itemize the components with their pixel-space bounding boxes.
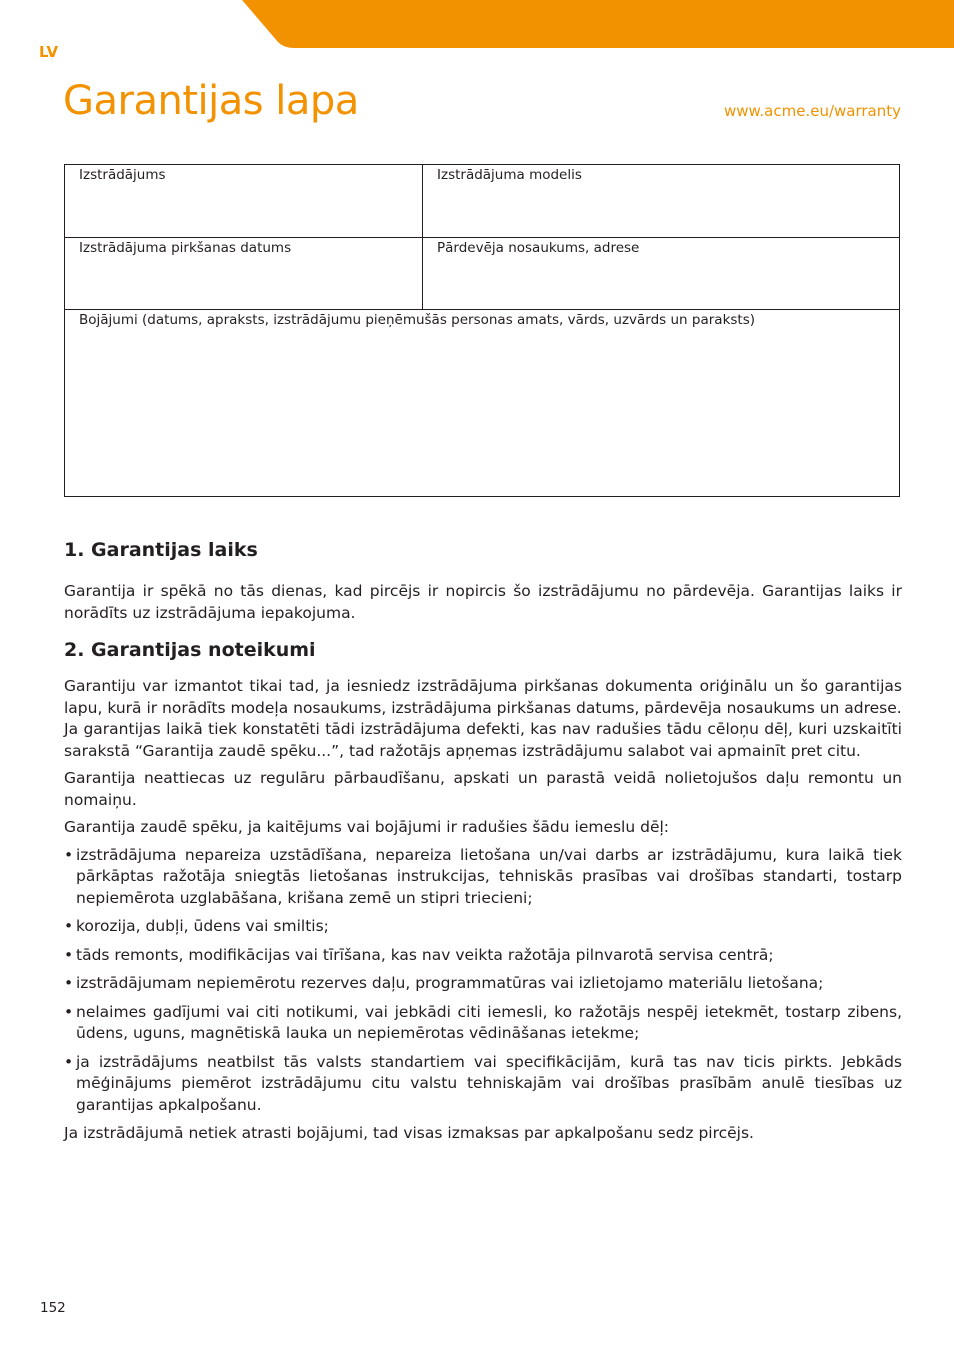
warranty-form-table: [64, 164, 900, 497]
bullet-icon: •: [64, 974, 74, 992]
list-item-text: nelaimes gadījumi vai citi notikumi, vai jebkādi citi iemesli, ko ražotājs nespēj ietekmēt, tostarp zibens, ūdens, uguns, magnētiskā lauka un nepiemērotas vēdināšanas ietekme;: [76, 1002, 902, 1042]
list-item-text: korozija, dubļi, ūdens vai smiltis;: [76, 917, 329, 935]
page-number: 152: [40, 1300, 66, 1316]
section-2-paragraph-1: Garantiju var izmantot tikai tad, ja iesniedz izstrādājuma pirkšanas dokumenta oriģinālu un šo garantijas lapu, kurā ir norādīts modeļa nosaukums, izstrādājuma pirkšanas datums, pārdevēja nosaukums un adrese.: [64, 677, 902, 717]
field-damages[interactable]: [65, 310, 899, 496]
list-item-text: izstrādājuma nepareiza uzstādīšana, nepareiza lietošana un/vai darbs ar izstrādājumu, kura laikā tiek pārkāptas ražotāja sniegtās lietošanas instrukcijas, tehniskās prasības vai drošības standarti, tostarp nepiemērota uzglabāšana, krišana zemē un stipri triecieni;: [76, 845, 902, 907]
list-item: [64, 916, 902, 938]
header-accent-band: [0, 0, 954, 50]
section-2-paragraph-4: Garantija zaudē spēku, ja kaitējums vai bojājumi ir radušies šādu iemeslu dēļ:: [64, 818, 670, 836]
list-item-text: izstrādājumam nepiemērotu rezerves daļu, programmatūras vai izlietojamo materiālu lietošana;: [76, 974, 824, 992]
field-model-label: Izstrādājuma modelis: [437, 167, 582, 183]
language-code: LV: [39, 43, 59, 61]
field-product[interactable]: [65, 165, 423, 238]
section-1-heading: 1. Garantijas laiks: [64, 539, 258, 561]
list-item: [64, 845, 902, 910]
section-2-footer: Ja izstrādājumā netiek atrasti bojājumi, tad visas izmaksas par apkalpošanu sedz pircējs.: [64, 1124, 754, 1142]
section-2-paragraph-2: Ja garantijas laikā tiek konstatēti tādi izstrādājuma defekti, kas nav radušies tādu cēloņu dēļ, kuri uzskaitīti sarakstā “Garantija zaudē spēku...”, tad ražotājs apņemas izstrādājumu salabot vai apmainīt pret citu.: [64, 720, 902, 760]
list-item: [64, 973, 902, 995]
bullet-icon: •: [64, 1052, 74, 1071]
warranty-terms: [64, 536, 902, 1145]
page-title: Garantijas lapa: [63, 78, 359, 124]
list-item-text: tāds remonts, modifikācijas vai tīrīšana, kas nav veikta ražotāja pilnvarotā servisa centrā;: [76, 945, 774, 964]
warranty-url[interactable]: www.acme.eu/warranty: [723, 102, 901, 120]
section-2-heading: 2. Garantijas noteikumi: [64, 639, 316, 661]
field-seller[interactable]: [423, 238, 899, 310]
section-1-text: Garantija ir spēkā no tās dienas, kad pircējs ir nopircis šo izstrādājumu no pārdevēja. Garantijas laiks ir norādīts uz izstrādājuma iepakojuma.: [64, 582, 902, 622]
field-model[interactable]: [423, 165, 899, 238]
field-damages-label: Bojājumi (datums, apraksts, izstrādājumu pieņēmušās personas amats, vārds, uzvārds un paraksts): [79, 312, 756, 328]
bullet-icon: •: [64, 945, 74, 964]
field-product-label: Izstrādājums: [79, 167, 166, 183]
list-item-text: ja izstrādājums neatbilst tās valsts standartiem vai specifikācijām, kurā tas nav ticis pirkts. Jebkāds mēģinājums piemērot izstrādājumu citu valstu tehniskajām vai drošības prasībām anulē tiesības uz garantijas apkalpošanu.: [76, 1052, 902, 1114]
void-conditions-list: [64, 845, 902, 1117]
field-purchase-date[interactable]: [65, 238, 423, 310]
field-purchase-date-label: Izstrādājuma pirkšanas datums: [79, 240, 292, 256]
field-seller-label: Pārdevēja nosaukums, adrese: [437, 240, 640, 256]
bullet-icon: •: [64, 845, 74, 864]
bullet-icon: •: [64, 1002, 74, 1021]
section-2-paragraph-3: Garantija neattiecas uz regulāru pārbaudīšanu, apskati un parastā veidā nolietojušos daļu remontu un nomaiņu.: [64, 769, 902, 809]
list-item: [64, 945, 902, 967]
bullet-icon: •: [64, 917, 74, 935]
list-item: [64, 1002, 902, 1045]
list-item: [64, 1052, 902, 1117]
